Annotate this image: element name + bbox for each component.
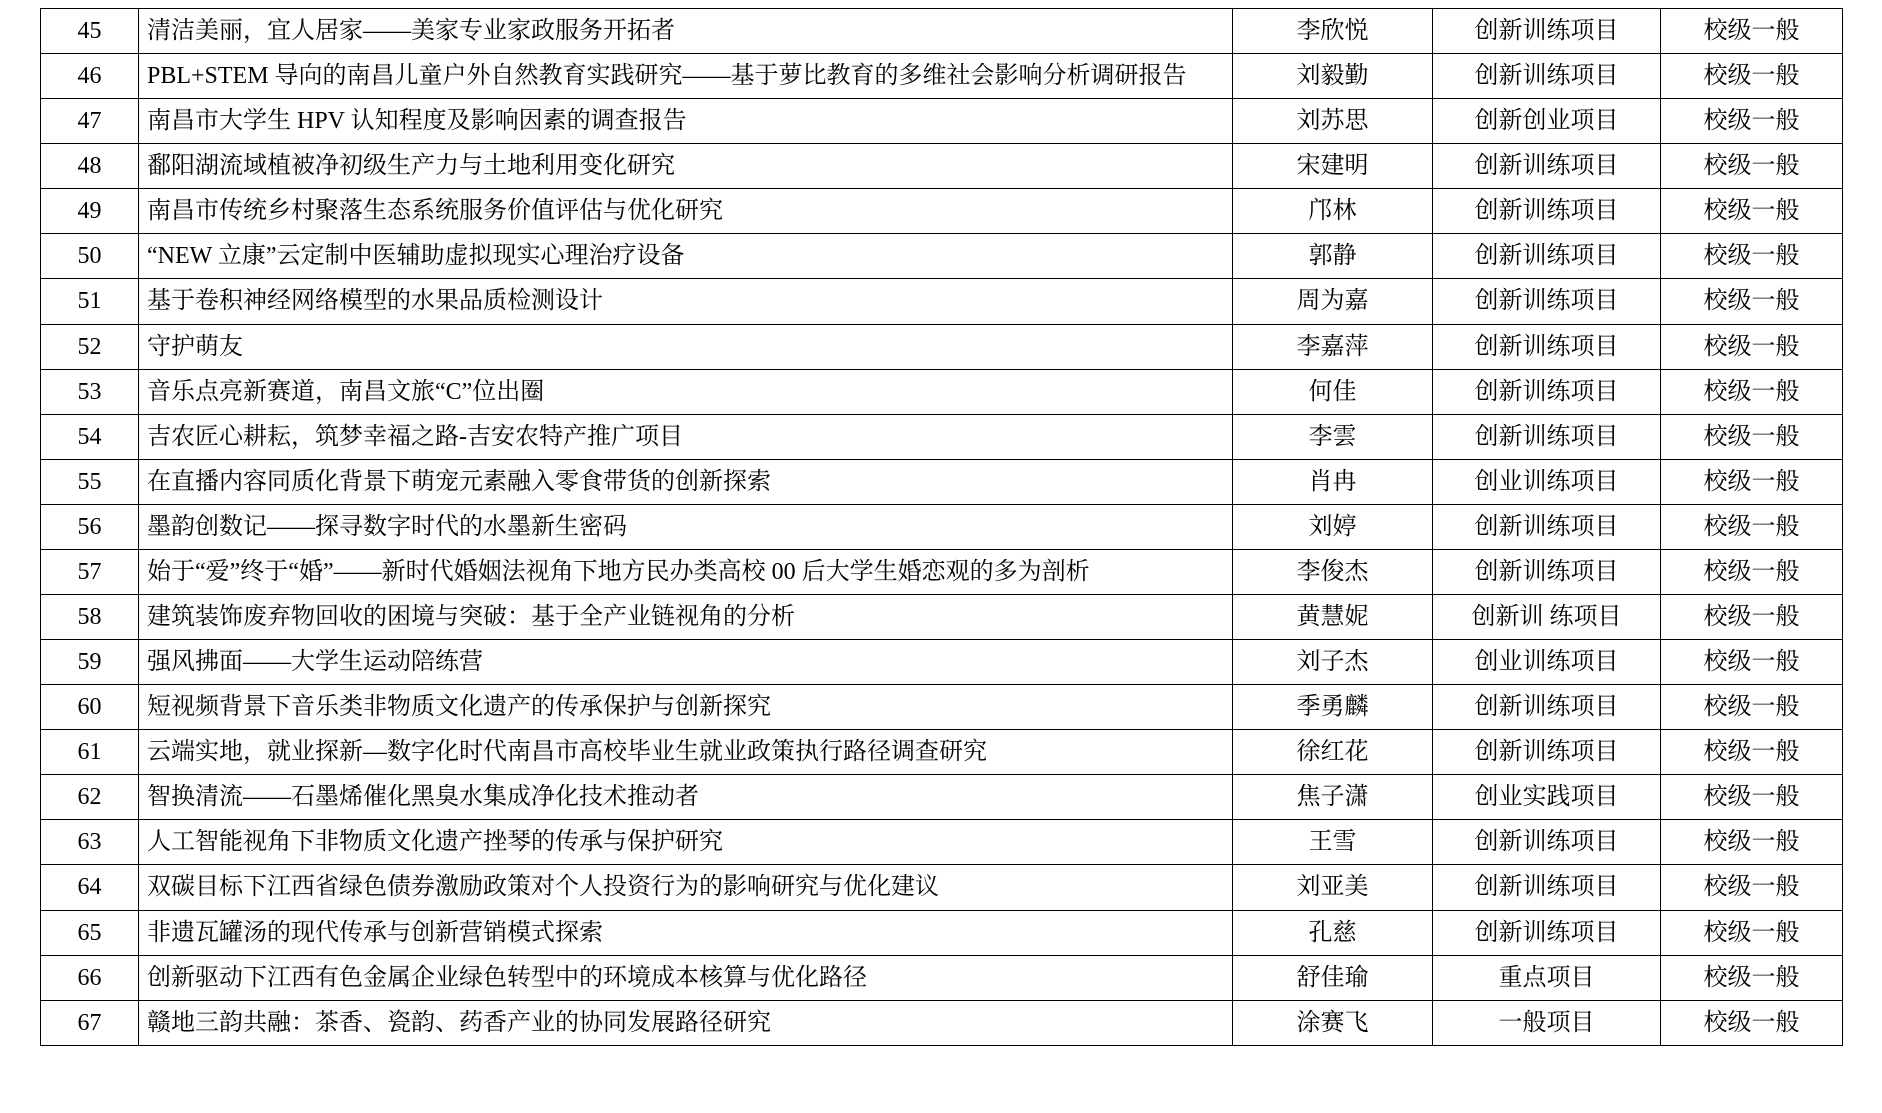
- table-row: [41, 504, 1843, 549]
- cell-project-level: 校级一般: [1661, 144, 1843, 189]
- project-list-table: [40, 8, 1843, 1046]
- cell-project-title: PBL+STEM 导向的南昌儿童户外自然教育实践研究——基于萝比教育的多维社会影响分析调研报告: [139, 54, 1233, 99]
- cell-serial-number: 56: [41, 504, 139, 549]
- table-body: [41, 9, 1843, 1046]
- table-row: [41, 234, 1843, 279]
- cell-leader-name: 何佳: [1233, 369, 1433, 414]
- cell-project-title: 音乐点亮新赛道，南昌文旅“C”位出圈: [139, 369, 1233, 414]
- cell-project-title: 清洁美丽，宜人居家——美家专业家政服务开拓者: [139, 9, 1233, 54]
- cell-project-level: 校级一般: [1661, 910, 1843, 955]
- cell-leader-name: 王雪: [1233, 820, 1433, 865]
- cell-project-type: 创新训练项目: [1433, 820, 1661, 865]
- cell-project-title: 云端实地，就业探新—数字化时代南昌市高校毕业生就业政策执行路径调查研究: [139, 730, 1233, 775]
- cell-project-title: 短视频背景下音乐类非物质文化遗产的传承保护与创新探究: [139, 685, 1233, 730]
- cell-project-level: 校级一般: [1661, 595, 1843, 640]
- table-row: [41, 189, 1843, 234]
- cell-leader-name: 刘苏思: [1233, 99, 1433, 144]
- cell-leader-name: 郭静: [1233, 234, 1433, 279]
- cell-project-type: 创新训练项目: [1433, 910, 1661, 955]
- cell-leader-name: 涂赛飞: [1233, 1000, 1433, 1045]
- cell-project-title: 基于卷积神经网络模型的水果品质检测设计: [139, 279, 1233, 324]
- cell-leader-name: 邝林: [1233, 189, 1433, 234]
- table-row: [41, 910, 1843, 955]
- cell-project-title: 南昌市大学生 HPV 认知程度及影响因素的调查报告: [139, 99, 1233, 144]
- table-row: [41, 775, 1843, 820]
- cell-project-level: 校级一般: [1661, 189, 1843, 234]
- cell-serial-number: 50: [41, 234, 139, 279]
- table-row: [41, 640, 1843, 685]
- cell-project-level: 校级一般: [1661, 369, 1843, 414]
- cell-project-type: 创新训练项目: [1433, 865, 1661, 910]
- table-row: [41, 820, 1843, 865]
- cell-leader-name: 孔慈: [1233, 910, 1433, 955]
- table-row: [41, 9, 1843, 54]
- cell-project-level: 校级一般: [1661, 865, 1843, 910]
- cell-serial-number: 55: [41, 459, 139, 504]
- cell-project-level: 校级一般: [1661, 955, 1843, 1000]
- cell-project-level: 校级一般: [1661, 324, 1843, 369]
- cell-project-title: 智换清流——石墨烯催化黑臭水集成净化技术推动者: [139, 775, 1233, 820]
- cell-leader-name: 刘亚美: [1233, 865, 1433, 910]
- table-row: [41, 99, 1843, 144]
- cell-leader-name: 李嘉萍: [1233, 324, 1433, 369]
- cell-project-type: 创新训练项目: [1433, 685, 1661, 730]
- cell-project-type: 创新训练项目: [1433, 189, 1661, 234]
- cell-project-type: 创新训练项目: [1433, 414, 1661, 459]
- cell-leader-name: 徐红花: [1233, 730, 1433, 775]
- cell-project-title: 强风拂面——大学生运动陪练营: [139, 640, 1233, 685]
- cell-project-level: 校级一般: [1661, 459, 1843, 504]
- cell-serial-number: 65: [41, 910, 139, 955]
- table-row: [41, 1000, 1843, 1045]
- table-row: [41, 459, 1843, 504]
- cell-project-level: 校级一般: [1661, 685, 1843, 730]
- table-row: [41, 414, 1843, 459]
- table-row: [41, 369, 1843, 414]
- table-row: [41, 324, 1843, 369]
- cell-serial-number: 58: [41, 595, 139, 640]
- cell-project-title: 双碳目标下江西省绿色债券激励政策对个人投资行为的影响研究与优化建议: [139, 865, 1233, 910]
- cell-leader-name: 舒佳瑜: [1233, 955, 1433, 1000]
- cell-project-title: 赣地三韵共融：茶香、瓷韵、药香产业的协同发展路径研究: [139, 1000, 1233, 1045]
- table-row: [41, 730, 1843, 775]
- cell-project-level: 校级一般: [1661, 640, 1843, 685]
- cell-project-title: 吉农匠心耕耘，筑梦幸福之路-吉安农特产推广项目: [139, 414, 1233, 459]
- cell-leader-name: 宋建明: [1233, 144, 1433, 189]
- cell-project-type: 创新训练项目: [1433, 369, 1661, 414]
- table-row: [41, 865, 1843, 910]
- cell-project-type: 创新训练项目: [1433, 9, 1661, 54]
- cell-project-title: 非遗瓦罐汤的现代传承与创新营销模式探索: [139, 910, 1233, 955]
- cell-project-level: 校级一般: [1661, 730, 1843, 775]
- cell-leader-name: 周为嘉: [1233, 279, 1433, 324]
- cell-serial-number: 63: [41, 820, 139, 865]
- cell-project-type: 重点项目: [1433, 955, 1661, 1000]
- cell-leader-name: 季勇麟: [1233, 685, 1433, 730]
- cell-serial-number: 54: [41, 414, 139, 459]
- cell-project-type: 创新训练项目: [1433, 144, 1661, 189]
- cell-project-title: 在直播内容同质化背景下萌宠元素融入零食带货的创新探索: [139, 459, 1233, 504]
- cell-serial-number: 47: [41, 99, 139, 144]
- cell-leader-name: 刘子杰: [1233, 640, 1433, 685]
- table-row: [41, 685, 1843, 730]
- cell-project-type: 创新训练项目: [1433, 730, 1661, 775]
- cell-project-level: 校级一般: [1661, 775, 1843, 820]
- cell-project-level: 校级一般: [1661, 99, 1843, 144]
- cell-project-type: 创新训练项目: [1433, 54, 1661, 99]
- cell-project-type: 创新训练项目: [1433, 324, 1661, 369]
- cell-leader-name: 肖冉: [1233, 459, 1433, 504]
- cell-project-title: “NEW 立康”云定制中医辅助虚拟现实心理治疗设备: [139, 234, 1233, 279]
- cell-project-type: 创业训练项目: [1433, 640, 1661, 685]
- cell-project-type: 创新创业项目: [1433, 99, 1661, 144]
- cell-serial-number: 49: [41, 189, 139, 234]
- cell-project-title: 鄱阳湖流域植被净初级生产力与土地利用变化研究: [139, 144, 1233, 189]
- cell-project-level: 校级一般: [1661, 820, 1843, 865]
- table-row: [41, 549, 1843, 594]
- cell-project-type: 创新训练项目: [1433, 549, 1661, 594]
- cell-project-level: 校级一般: [1661, 234, 1843, 279]
- cell-serial-number: 45: [41, 9, 139, 54]
- cell-serial-number: 62: [41, 775, 139, 820]
- table-row: [41, 595, 1843, 640]
- cell-project-title: 守护萌友: [139, 324, 1233, 369]
- cell-project-title: 始于“爱”终于“婚”——新时代婚姻法视角下地方民办类高校 00 后大学生婚恋观的多为剖析: [139, 549, 1233, 594]
- cell-serial-number: 60: [41, 685, 139, 730]
- cell-serial-number: 57: [41, 549, 139, 594]
- cell-project-type: 创业训练项目: [1433, 459, 1661, 504]
- cell-leader-name: 李俊杰: [1233, 549, 1433, 594]
- cell-project-type: 创新训练项目: [1433, 504, 1661, 549]
- cell-serial-number: 66: [41, 955, 139, 1000]
- cell-serial-number: 46: [41, 54, 139, 99]
- cell-serial-number: 64: [41, 865, 139, 910]
- cell-serial-number: 52: [41, 324, 139, 369]
- cell-project-type: 创业实践项目: [1433, 775, 1661, 820]
- cell-project-title: 南昌市传统乡村聚落生态系统服务价值评估与优化研究: [139, 189, 1233, 234]
- cell-leader-name: 焦子潇: [1233, 775, 1433, 820]
- table-row: [41, 279, 1843, 324]
- cell-project-title: 建筑装饰废弃物回收的困境与突破：基于全产业链视角的分析: [139, 595, 1233, 640]
- cell-project-type: 一般项目: [1433, 1000, 1661, 1045]
- cell-project-level: 校级一般: [1661, 9, 1843, 54]
- cell-project-title: 创新驱动下江西有色金属企业绿色转型中的环境成本核算与优化路径: [139, 955, 1233, 1000]
- cell-leader-name: 李雲: [1233, 414, 1433, 459]
- cell-leader-name: 刘婷: [1233, 504, 1433, 549]
- cell-project-level: 校级一般: [1661, 279, 1843, 324]
- cell-project-level: 校级一般: [1661, 1000, 1843, 1045]
- table-row: [41, 54, 1843, 99]
- cell-project-level: 校级一般: [1661, 54, 1843, 99]
- cell-serial-number: 59: [41, 640, 139, 685]
- cell-serial-number: 51: [41, 279, 139, 324]
- cell-project-level: 校级一般: [1661, 504, 1843, 549]
- cell-leader-name: 黄慧妮: [1233, 595, 1433, 640]
- cell-project-title: 人工智能视角下非物质文化遗产挫琴的传承与保护研究: [139, 820, 1233, 865]
- cell-serial-number: 48: [41, 144, 139, 189]
- cell-serial-number: 61: [41, 730, 139, 775]
- cell-project-level: 校级一般: [1661, 549, 1843, 594]
- cell-leader-name: 刘毅勤: [1233, 54, 1433, 99]
- table-row: [41, 144, 1843, 189]
- cell-project-level: 校级一般: [1661, 414, 1843, 459]
- cell-serial-number: 67: [41, 1000, 139, 1045]
- table-row: [41, 955, 1843, 1000]
- cell-project-type: 创新训练项目: [1433, 279, 1661, 324]
- cell-project-title: 墨韵创数记——探寻数字时代的水墨新生密码: [139, 504, 1233, 549]
- cell-project-type: 创新训 练项目: [1433, 595, 1661, 640]
- cell-leader-name: 李欣悦: [1233, 9, 1433, 54]
- cell-serial-number: 53: [41, 369, 139, 414]
- cell-project-type: 创新训练项目: [1433, 234, 1661, 279]
